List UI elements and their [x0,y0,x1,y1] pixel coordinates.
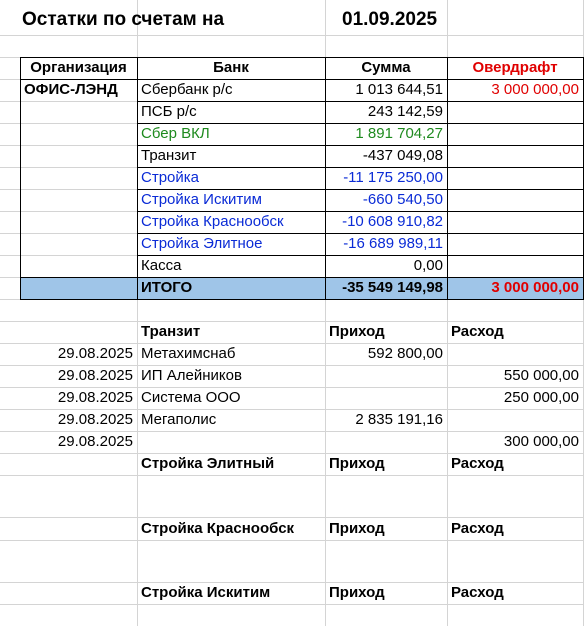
organization-name: ОФИС-ЛЭНД [24,81,118,98]
report-date: 01.09.2025 [342,9,438,30]
report-title: Остатки по счетам на [22,9,225,30]
grid-line [0,475,584,476]
bank-sum: 0,00 [413,257,443,274]
section-out-header: Расход [451,584,504,601]
grid-line [0,540,584,541]
column-header-overdraft: Овердрафт [472,59,558,76]
transit-name: Мегаполис [141,411,217,428]
section-in-header: Приход [329,584,385,601]
bank-sum: -437 049,08 [362,147,443,164]
bank-sum: 1 891 704,27 [355,125,443,142]
bank-sum: -10 608 910,82 [342,213,443,230]
transit-name: Метахимснаб [141,345,236,362]
bank-sum: -11 175 250,00 [343,169,443,186]
transit-date: 29.08.2025 [57,367,133,384]
transit-in: 592 800,00 [367,345,443,362]
transit-out: 250 000,00 [503,389,579,406]
section-header: Стройка Краснообск [141,520,295,537]
transit-header: Транзит [141,323,201,340]
bank-overdraft: 3 000 000,00 [491,81,579,98]
section-header: Стройка Элитный [141,455,275,472]
section-out-header: Расход [451,455,504,472]
transit-date: 29.08.2025 [57,389,133,406]
grid-line [0,35,584,36]
grid-line [0,604,584,605]
transit-date: 29.08.2025 [57,345,133,362]
column-header-bank: Банк [213,59,249,76]
transit-name: Система ООО [141,389,241,406]
bank-name: Сбербанк р/с [141,81,233,98]
column-header-sum: Сумма [361,59,411,76]
bank-name: Стройка [141,169,200,186]
transit-date: 29.08.2025 [57,411,133,428]
section-header: Стройка Искитим [141,584,271,601]
total-label: ИТОГО [141,279,193,296]
total-overdraft: 3 000 000,00 [491,279,579,296]
bank-sum: -16 689 989,11 [343,235,443,252]
bank-sum: 243 142,59 [367,103,443,120]
transit-in-header: Приход [329,323,385,340]
bank-name: Касса [141,257,182,274]
transit-out: 550 000,00 [503,367,579,384]
transit-date: 29.08.2025 [57,433,133,450]
column-header-org: Организация [30,59,127,76]
transit-in: 2 835 191,16 [355,411,443,428]
bank-name: ПСБ р/с [141,103,197,120]
bank-name: Стройка Элитное [141,235,263,252]
section-in-header: Приход [329,455,385,472]
total-sum: -35 549 149,98 [342,279,443,296]
transit-out: 300 000,00 [503,433,579,450]
bank-name: Стройка Краснообск [141,213,284,230]
section-in-header: Приход [329,520,385,537]
bank-sum: 1 013 644,51 [355,81,443,98]
bank-name: Сбер ВКЛ [141,125,210,142]
bank-sum: -660 540,50 [362,191,443,208]
bank-name: Стройка Искитим [141,191,262,208]
section-out-header: Расход [451,520,504,537]
transit-name: ИП Алейников [141,367,242,384]
bank-name: Транзит [141,147,197,164]
transit-out-header: Расход [451,323,504,340]
